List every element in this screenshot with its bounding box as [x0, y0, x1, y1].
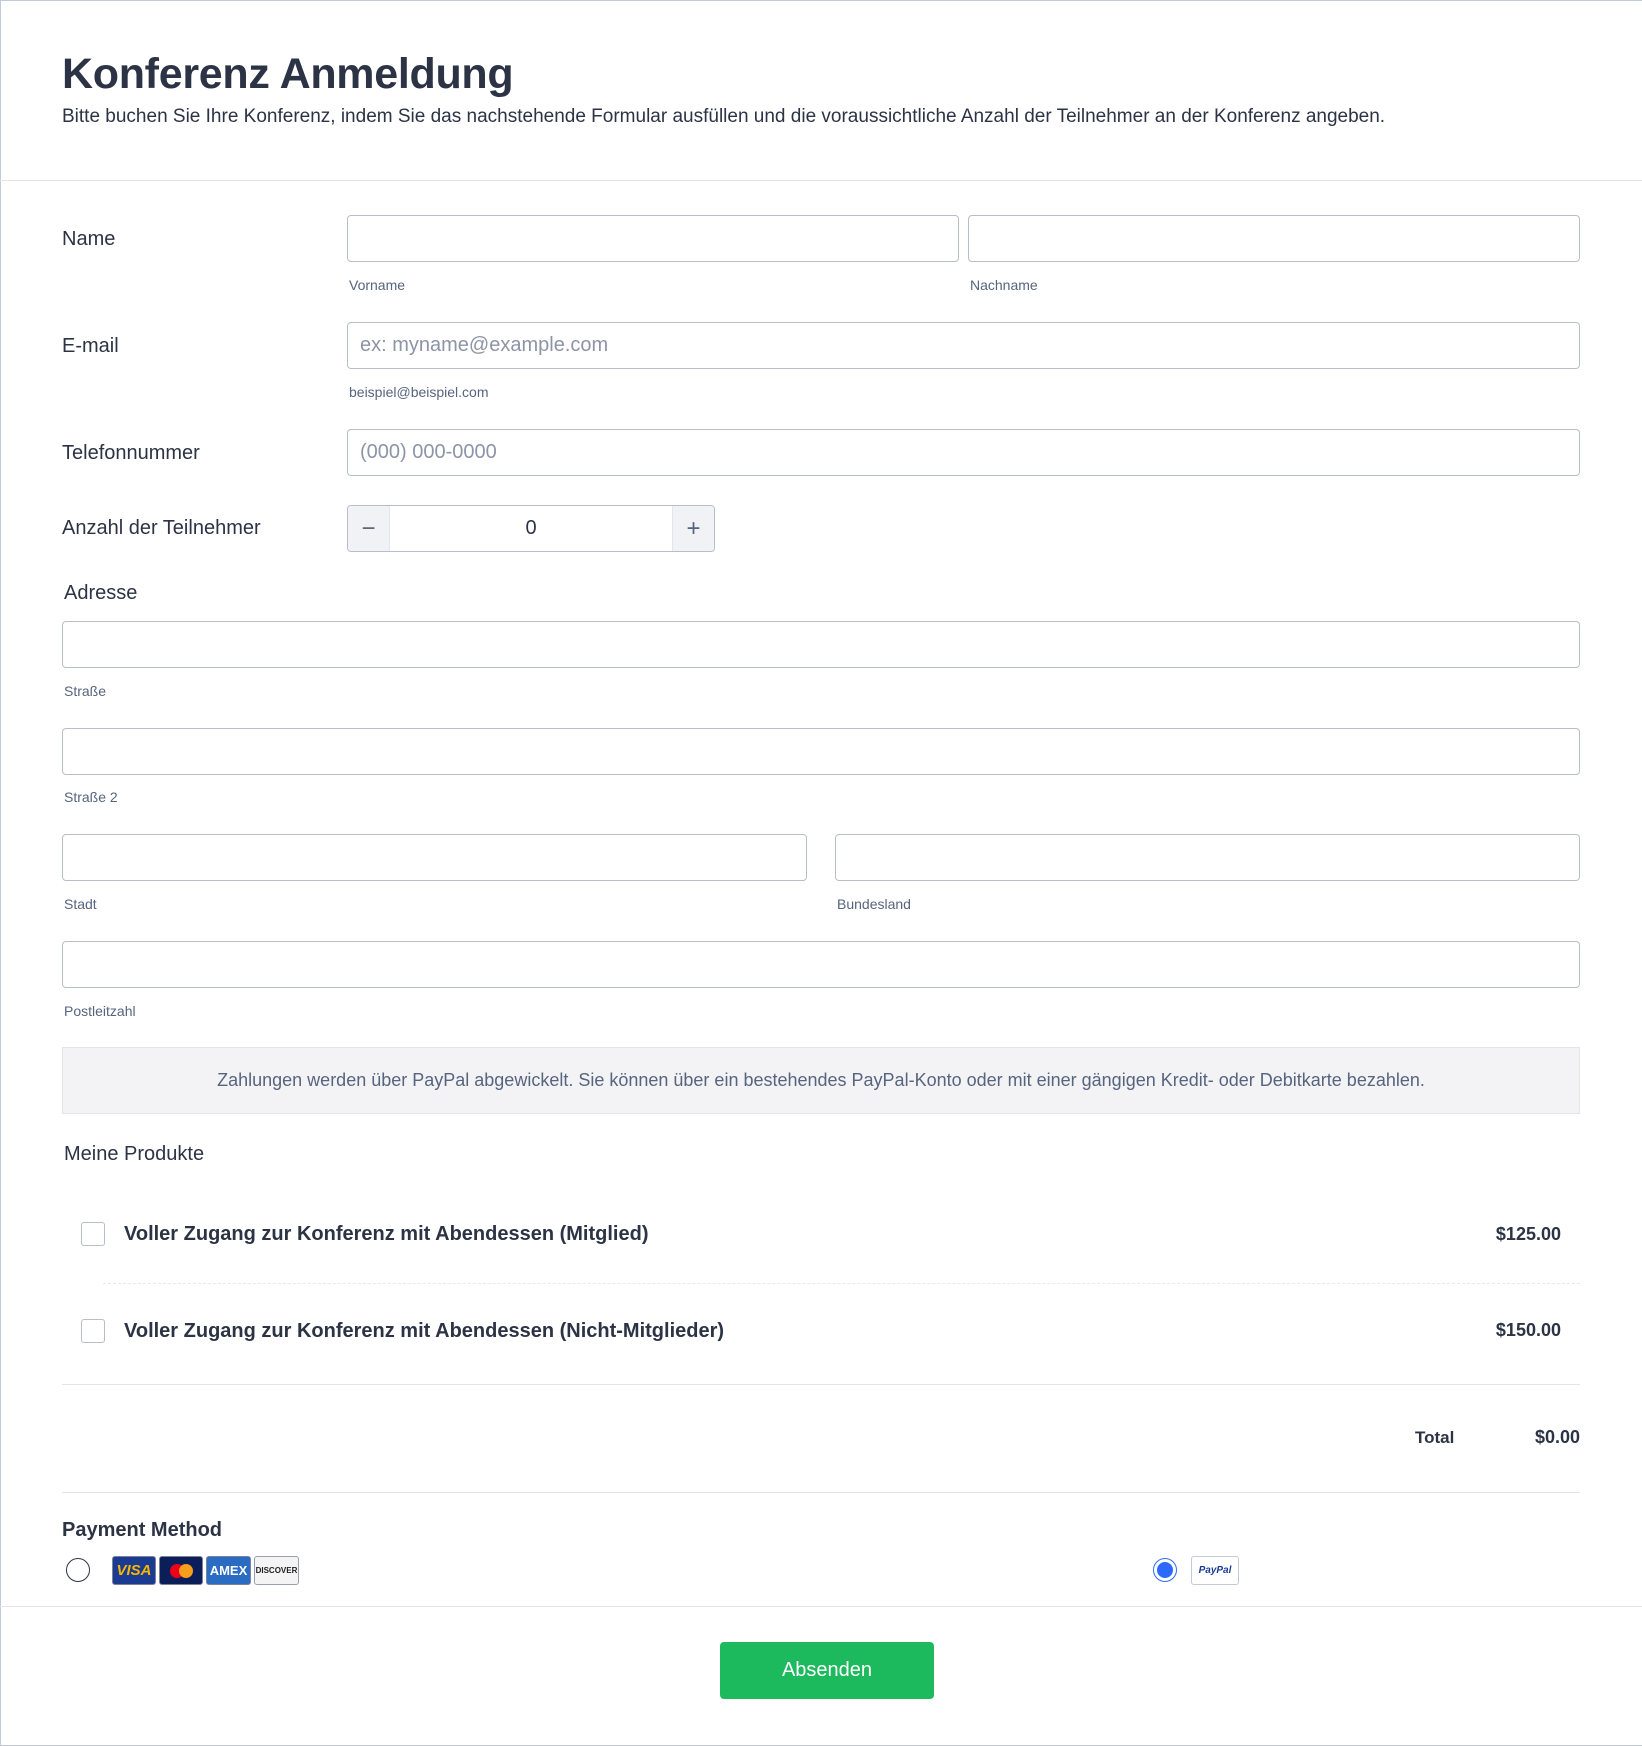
- submit-button[interactable]: Absenden: [720, 1642, 934, 1699]
- attendees-value[interactable]: 0: [525, 517, 537, 539]
- first-name-input[interactable]: [347, 215, 959, 262]
- first-name-sublabel: Vorname: [349, 277, 406, 293]
- product-1-checkbox[interactable]: [81, 1222, 105, 1246]
- state-sublabel: Bundesland: [837, 896, 911, 912]
- last-name-input[interactable]: [968, 215, 1580, 262]
- amex-card-icon: AMEX: [206, 1556, 251, 1585]
- zip-input[interactable]: [62, 941, 1580, 988]
- footer-divider: [0, 1606, 1642, 1607]
- paypal-icon: PayPal: [1191, 1556, 1239, 1585]
- zip-sublabel: Postleitzahl: [64, 1003, 136, 1019]
- card-payment-radio[interactable]: [66, 1558, 90, 1582]
- phone-label: Telefonnummer: [62, 442, 200, 464]
- attendees-label: Anzahl der Teilnehmer: [62, 517, 261, 539]
- attendees-stepper: [347, 505, 715, 552]
- product-1-name: Voller Zugang zur Konferenz mit Abendessen (Mitglied): [124, 1223, 649, 1245]
- email-sublabel: beispiel@beispiel.com: [349, 384, 489, 400]
- name-label: Name: [62, 228, 116, 250]
- total-divider: [62, 1492, 1580, 1493]
- increment-button[interactable]: +: [672, 506, 714, 551]
- header-divider: [0, 180, 1642, 181]
- visa-card-icon: VISA: [112, 1556, 156, 1585]
- mastercard-icon: [159, 1556, 203, 1585]
- phone-placeholder: (000) 000-0000: [360, 441, 497, 463]
- products-divider: [62, 1384, 1580, 1385]
- street-input[interactable]: [62, 621, 1580, 668]
- product-divider: [103, 1283, 1580, 1284]
- form-subtitle: Bitte buchen Sie Ihre Konferenz, indem Sie das nachstehende Formular ausfüllen und die voraussichtliche Anzahl der Teilnehmer an der Konferenz angeben.: [62, 106, 1386, 127]
- street-sublabel: Straße: [64, 683, 107, 699]
- payment-notice: Zahlungen werden über PayPal abgewickelt. Sie können über ein bestehendes PayPal-Konto oder mit einer gängigen Kredit- oder Debitkarte bezahlen.: [62, 1047, 1580, 1114]
- product-1-price: $125.00: [1495, 1224, 1561, 1244]
- product-2-name: Voller Zugang zur Konferenz mit Abendessen (Nicht-Mitglieder): [124, 1320, 725, 1342]
- street2-sublabel: Straße 2: [64, 789, 118, 805]
- total-label: Total: [1415, 1428, 1455, 1447]
- address-label: Adresse: [64, 582, 138, 604]
- state-input[interactable]: [835, 834, 1580, 881]
- email-label: E-mail: [62, 335, 119, 357]
- product-2-price: $150.00: [1495, 1320, 1561, 1340]
- email-placeholder: ex: myname@example.com: [360, 334, 609, 356]
- decrement-button[interactable]: −: [348, 506, 390, 551]
- products-label: Meine Produkte: [64, 1143, 205, 1165]
- discover-card-icon: DISCOVER: [254, 1556, 299, 1585]
- city-input[interactable]: [62, 834, 807, 881]
- form-title: Konferenz Anmeldung: [62, 50, 514, 98]
- product-2-checkbox[interactable]: [81, 1319, 105, 1343]
- total-value: $0.00: [1534, 1427, 1580, 1447]
- last-name-sublabel: Nachname: [970, 277, 1038, 293]
- payment-method-label: Payment Method: [62, 1519, 223, 1541]
- mastercard-orange-circle: [179, 1564, 193, 1578]
- phone-input[interactable]: [347, 429, 1580, 476]
- email-input[interactable]: [347, 322, 1580, 369]
- city-sublabel: Stadt: [64, 896, 97, 912]
- street2-input[interactable]: [62, 728, 1580, 775]
- paypal-payment-radio[interactable]: [1153, 1558, 1177, 1582]
